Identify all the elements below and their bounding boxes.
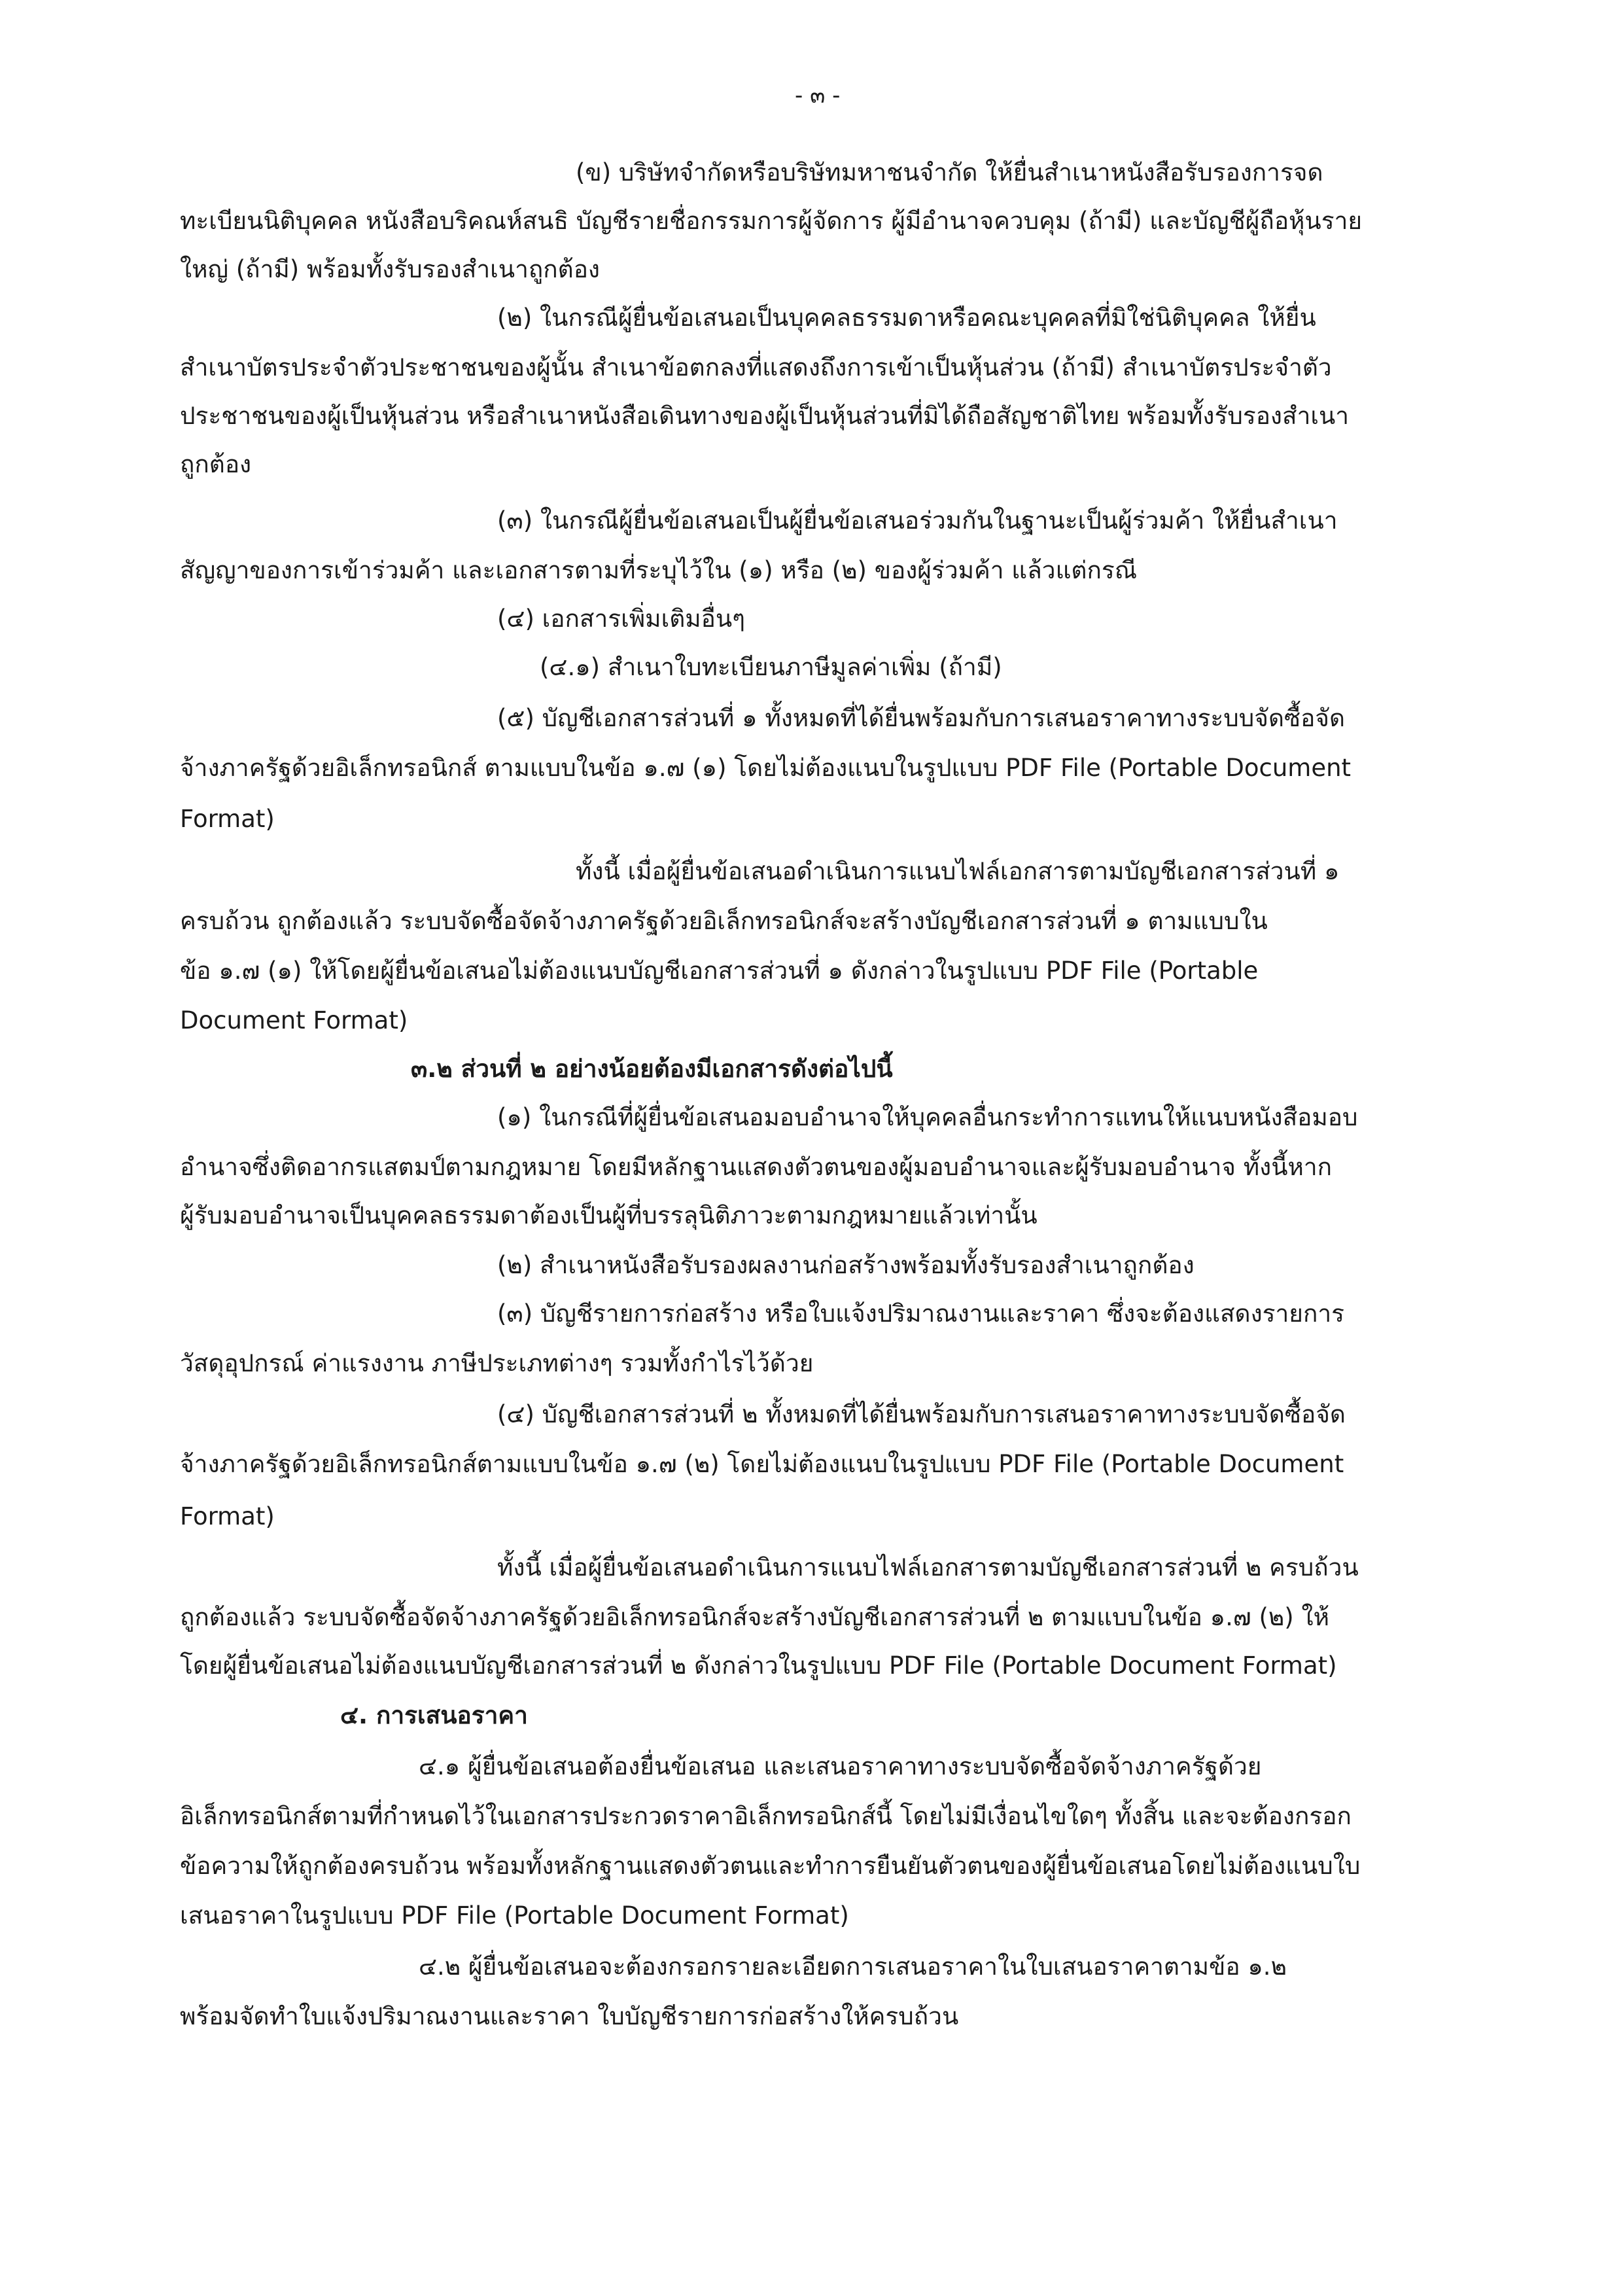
text-line: จ้างภาครัฐด้วยอิเล็กทรอนิกส์ตามแบบในข้อ ๑.๗ (๒) โดยไม่ต้องแนบในรูปแบบ PDF File (Portable Document bbox=[180, 1450, 1344, 1478]
text-line: ประชาชนของผู้เป็นหุ้นส่วน หรือสำเนาหนังสือเดินทางของผู้เป็นหุ้นส่วนที่มิได้ถือสัญชาติไทย พร้อมทั้งรับรองสำเนา bbox=[180, 402, 1350, 430]
section-heading: ๔. การเสนอราคา bbox=[340, 1701, 528, 1729]
text-line: (๔.๑) สำเนาใบทะเบียนภาษีมูลค่าเพิ่ม (ถ้ามี) bbox=[540, 653, 1002, 681]
text-line: จ้างภาครัฐด้วยอิเล็กทรอนิกส์ ตามแบบในข้อ ๑.๗ (๑) โดยไม่ต้องแนบในรูปแบบ PDF File (Portable Document bbox=[180, 754, 1352, 782]
section-heading: ๓.๒ ส่วนที่ ๒ อย่างน้อยต้องมีเอกสารดังต่อไปนี้ bbox=[411, 1055, 893, 1083]
text-line: (๒) ในกรณีผู้ยื่นข้อเสนอเป็นบุคคลธรรมดาหรือคณะบุคคลที่มิใช่นิติบุคคล ให้ยื่น bbox=[497, 304, 1316, 332]
text-line: ๔.๑ ผู้ยื่นข้อเสนอต้องยื่นข้อเสนอ และเสนอราคาทางระบบจัดซื้อจัดจ้างภาครัฐด้วย bbox=[419, 1752, 1262, 1780]
text-line: ถูกต้องแล้ว ระบบจัดซื้อจัดจ้างภาครัฐด้วยอิเล็กทรอนิกส์จะสร้างบัญชีเอกสารส่วนที่ ๒ ตามแบบในข้อ ๑.๗ (๒) ให้ bbox=[180, 1603, 1329, 1631]
text-line: ครบถ้วน ถูกต้องแล้ว ระบบจัดซื้อจัดจ้างภาครัฐด้วยอิเล็กทรอนิกส์จะสร้างบัญชีเอกสารส่วนที่ ๑ ตามแบบใน bbox=[180, 907, 1268, 935]
text-line: Format) bbox=[180, 805, 275, 833]
text-line: (๓) ในกรณีผู้ยื่นข้อเสนอเป็นผู้ยื่นข้อเสนอร่วมกันในฐานะเป็นผู้ร่วมค้า ให้ยื่นสำเนา bbox=[497, 506, 1338, 535]
text-line: ทะเบียนนิติบุคคล หนังสือบริคณห์สนธิ บัญชีรายชื่อกรรมการผู้จัดการ ผู้มีอำนาจควบคุม (ถ้ามี) และบัญชีผู้ถือหุ้นราย bbox=[180, 207, 1363, 235]
text-line: โดยผู้ยื่นข้อเสนอไม่ต้องแนบบัญชีเอกสารส่วนที่ ๒ ดังกล่าวในรูปแบบ PDF File (Portable Document Format) bbox=[180, 1651, 1337, 1680]
text-line: วัสดุอุปกรณ์ ค่าแรงงาน ภาษีประเภทต่างๆ รวมทั้งกำไรไว้ด้วย bbox=[180, 1349, 814, 1377]
text-line: พร้อมจัดทำใบแจ้งปริมาณงานและราคา ใบบัญชีรายการก่อสร้างให้ครบถ้วน bbox=[180, 2002, 959, 2030]
text-line: อิเล็กทรอนิกส์ตามที่กำหนดไว้ในเอกสารประกวดราคาอิเล็กทรอนิกส์นี้ โดยไม่มีเงื่อนไขใดๆ ทั้งสิ้น และจะต้องกรอก bbox=[180, 1802, 1352, 1830]
text-line: (๓) บัญชีรายการก่อสร้าง หรือใบแจ้งปริมาณงานและราคา ซึ่งจะต้องแสดงรายการ bbox=[497, 1299, 1345, 1328]
text-line: (๕) บัญชีเอกสารส่วนที่ ๑ ทั้งหมดที่ได้ยื่นพร้อมกับการเสนอราคาทางระบบจัดซื้อจัด bbox=[497, 704, 1346, 732]
text-line: อำนาจซึ่งติดอากรแสตมป์ตามกฎหมาย โดยมีหลักฐานแสดงตัวตนของผู้มอบอำนาจและผู้รับมอบอำนาจ ทั้งนี้หาก bbox=[180, 1153, 1333, 1181]
text-line: ทั้งนี้ เมื่อผู้ยื่นข้อเสนอดำเนินการแนบไฟล์เอกสารตามบัญชีเอกสารส่วนที่ ๑ bbox=[576, 857, 1340, 885]
text-line: ข้อ ๑.๗ (๑) ให้โดยผู้ยื่นข้อเสนอไม่ต้องแนบบัญชีเอกสารส่วนที่ ๑ ดังกล่าวในรูปแบบ PDF File (Portable bbox=[180, 957, 1259, 985]
text-line: (๔) เอกสารเพิ่มเติมอื่นๆ bbox=[497, 605, 746, 633]
page-number: - ๓ - bbox=[795, 82, 841, 109]
text-line: Format) bbox=[180, 1502, 275, 1530]
text-line: ข้อความให้ถูกต้องครบถ้วน พร้อมทั้งหลักฐานแสดงตัวตนและทำการยืนยันตัวตนของผู้ยื่นข้อเสนอโดยไม่ต้องแนบใบ bbox=[180, 1852, 1361, 1880]
text-line: ๔.๒ ผู้ยื่นข้อเสนอจะต้องกรอกรายละเอียดการเสนอราคาในใบเสนอราคาตามข้อ ๑.๒ bbox=[419, 1952, 1287, 1981]
text-line: เสนอราคาในรูปแบบ PDF File (Portable Document Format) bbox=[180, 1901, 849, 1930]
text-line: ทั้งนี้ เมื่อผู้ยื่นข้อเสนอดำเนินการแนบไฟล์เอกสารตามบัญชีเอกสารส่วนที่ ๒ ครบถ้วน bbox=[497, 1553, 1359, 1581]
text-line: (๑) ในกรณีที่ผู้ยื่นข้อเสนอมอบอำนาจให้บุคคลอื่นกระทำการแทนให้แนบหนังสือมอบ bbox=[497, 1103, 1358, 1131]
text-line: (ข) บริษัทจำกัดหรือบริษัทมหาชนจำกัด ให้ยื่นสำเนาหนังสือรับรองการจด bbox=[576, 158, 1323, 186]
text-line: สำเนาบัตรประจำตัวประชาชนของผู้นั้น สำเนาข้อตกลงที่แสดงถึงการเข้าเป็นหุ้นส่วน (ถ้ามี) สำเนาบัตรประจำตัว bbox=[180, 353, 1332, 381]
text-line: สัญญาของการเข้าร่วมค้า และเอกสารตามที่ระบุไว้ใน (๑) หรือ (๒) ของผู้ร่วมค้า แล้วแต่กรณี bbox=[180, 556, 1138, 584]
text-line: Document Format) bbox=[180, 1006, 408, 1034]
text-line: ใหญ่ (ถ้ามี) พร้อมทั้งรับรองสำเนาถูกต้อง bbox=[180, 255, 600, 283]
text-line: (๔) บัญชีเอกสารส่วนที่ ๒ ทั้งหมดที่ได้ยื่นพร้อมกับการเสนอราคาทางระบบจัดซื้อจัด bbox=[497, 1400, 1346, 1428]
text-line: ถูกต้อง bbox=[180, 450, 252, 478]
text-line: (๒) สำเนาหนังสือรับรองผลงานก่อสร้างพร้อมทั้งรับรองสำเนาถูกต้อง bbox=[497, 1251, 1195, 1279]
text-line: ผู้รับมอบอำนาจเป็นบุคคลธรรมดาต้องเป็นผู้ที่บรรลุนิติภาวะตามกฎหมายแล้วเท่านั้น bbox=[180, 1201, 1038, 1229]
